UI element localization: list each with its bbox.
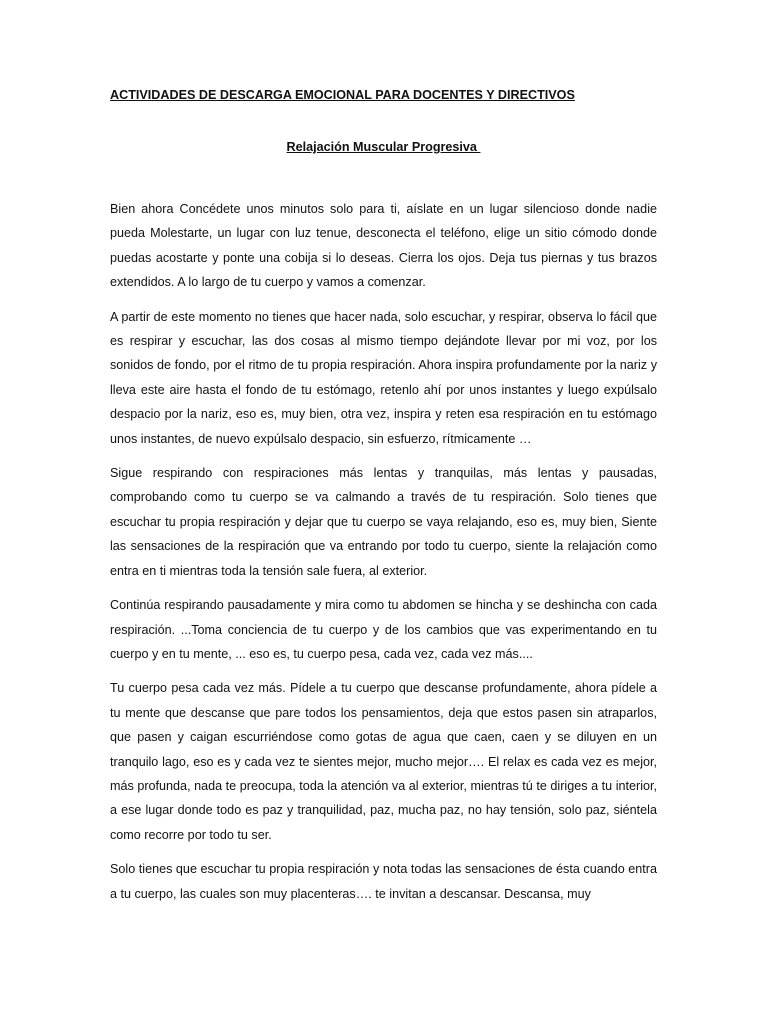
document-text: [110, 197, 657, 906]
paragraph-6: Solo tienes que escuchar tu propia respiración y nota todas las sensaciones de ésta cuando entra a tu cuerpo, las cuales son muy placenteras…. te invitan a descansar. Descansa, muy: [110, 862, 657, 901]
document-subtitle: Relajación Muscular Progresiva: [286, 140, 481, 154]
paragraph-3: Sigue respirando con respiraciones más lentas y tranquilas, más lentas y pausadas, comprobando como tu cuerpo se va calmando a través de tu respiración. Solo tienes que escuchar tu propia respiración y dejar que tu cuerpo se vaya relajando, eso es, muy bien, Siente las sensaciones de la respiración que va entrando por todo tu cuerpo, siente la relajación como entra en ti mientras toda la tensión sale fuera, al exterior.: [110, 466, 657, 578]
document-title: ACTIVIDADES DE DESCARGA EMOCIONAL PARA DOCENTES Y DIRECTIVOS: [110, 88, 575, 102]
paragraph-1: Bien ahora Concédete unos minutos solo para ti, aíslate en un lugar silencioso donde nadie pueda Molestarte, un lugar con luz tenue, desconecta el teléfono, elige un sitio cómodo donde puedas acostarte y ponte una cobija si lo deseas. Cierra los ojos. Deja tus piernas y tus brazos extendidos. A lo largo de tu cuerpo y vamos a comenzar.: [110, 202, 657, 290]
paragraph-5: Tu cuerpo pesa cada vez más. Pídele a tu cuerpo que descanse profundamente, ahora pídele a tu mente que descanse que pare todos los pensamientos, deja que estos pasen sin atraparlos, que pasen y caigan escurriéndose como gotas de agua que caen, caen y se diluyen en un tranquilo lago, eso es y cada vez te sientes mejor, mucho mejor…. El relax es cada vez es mejor, más profunda, nada te preocupa, toda la atención va al exterior, mientras tú te diriges a tu interior, a ese lugar donde todo es paz y tranquilidad, paz, mucha paz, no hay tensión, solo paz, siéntela como recorre por todo tu ser.: [110, 681, 657, 842]
paragraph-4: Continúa respirando pausadamente y mira como tu abdomen se hincha y se deshincha con cada respiración. ...Toma conciencia de tu cuerpo y de los cambios que vas experimentando en tu cuerpo y en tu mente, ... eso es, tu cuerpo pesa, cada vez, cada vez más....: [110, 598, 657, 661]
document-body: [110, 87, 657, 916]
paragraph-2: A partir de este momento no tienes que hacer nada, solo escuchar, y respirar, observa lo fácil que es respirar y escuchar, las dos cosas al mismo tiempo dejándote llevar por mi voz, por los sonidos de fondo, por el ritmo de tu propia respiración. Ahora inspira profundamente por la nariz y lleva este aire hasta el fondo de tu estómago, retenlo ahí por unos instantes y luego expúlsalo despacio por la nariz, eso es, muy bien, otra vez, inspira y reten esa respiración en tu estómago unos instantes, de nuevo expúlsalo despacio, sin esfuerzo, rítmicamente …: [110, 309, 657, 446]
